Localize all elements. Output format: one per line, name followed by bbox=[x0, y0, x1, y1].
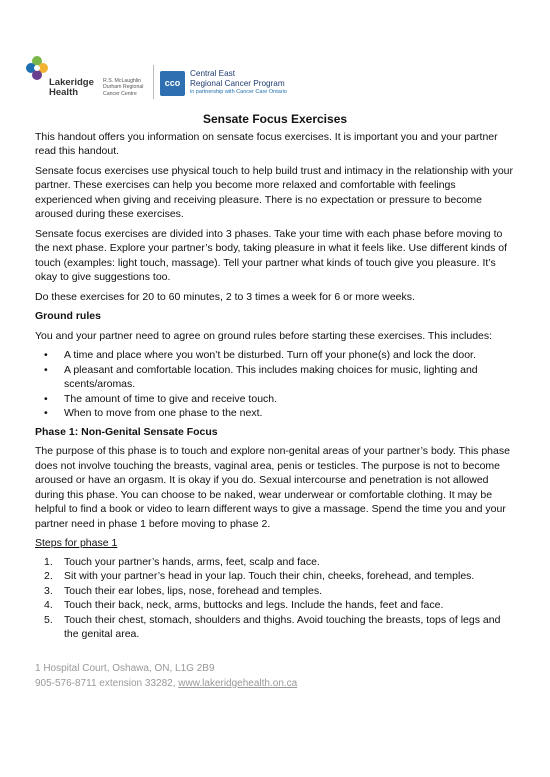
central-east-program-name: Central East Regional Cancer Program in partnership with Cancer Care Ontario bbox=[190, 69, 287, 95]
step-text: Touch their ear lobes, lips, nose, forehead and temples. bbox=[64, 584, 322, 597]
website-link[interactable]: www.lakeridgehealth.on.ca bbox=[178, 677, 298, 689]
step-text: Touch their chest, stomach, shoulders and thighs. Avoid touching the breasts, tops of legs and the genital area. bbox=[64, 613, 501, 640]
list-item bbox=[44, 598, 515, 613]
ground-rules-list bbox=[35, 348, 515, 421]
footer-contact bbox=[35, 677, 297, 692]
step-number: 4. bbox=[44, 599, 53, 611]
intro-paragraph: Sensate focus exercises use physical touch to help build trust and intimacy in the relationship with your partner. These exercises can help you become more relaxed and comfortable with feelings experienced when giving and receiving pleasure. There is no expectation or pressure to become aroused during these exercises. bbox=[35, 164, 514, 220]
step-number: 3. bbox=[44, 584, 53, 597]
intro-paragraph: Sensate focus exercises are divided into 3 phases. Take your time with each phase before moving to the next phase. Explore your partner’s body, taking pleasure in what it feels like. Use different kinds of touch (examples: light touch, massage). Tell your partner what kinds of touch give you pleasure. It’s okay to give suggestions too. bbox=[35, 227, 507, 283]
steps-list bbox=[35, 555, 515, 642]
ground-rules-intro: You and your partner need to agree on ground rules before starting these exercises. This includes: bbox=[35, 329, 493, 342]
list-item: • When to move from one phase to the next. bbox=[64, 406, 515, 421]
step-text: Touch your partner’s hands, arms, feet, scalp and face. bbox=[64, 555, 320, 568]
lakeridge-health-name: Lakeridge Health bbox=[49, 77, 94, 98]
step-text: Sit with your partner’s head in your lap. Touch their chin, cheeks, forehead, and temples. bbox=[64, 570, 475, 582]
ground-rules-heading: Ground rules bbox=[35, 310, 101, 322]
step-text: Touch their back, neck, arms, buttocks and legs. Include the hands, feet and face. bbox=[64, 599, 444, 611]
document-header bbox=[25, 55, 525, 105]
list-item bbox=[44, 584, 515, 599]
list-item bbox=[44, 555, 515, 570]
list-item: • A time and place where you won’t be disturbed. Turn off your phone(s) and lock the door. bbox=[64, 348, 515, 363]
rs-mclaughlin-name: R.S. McLaughlin Durham Regional Cancer Centre bbox=[103, 78, 144, 97]
phase1-paragraph: The purpose of this phase is to touch and explore non-genital areas of your partner’s body. This phase does not involve touching the breasts, vaginal area, penis or testicles. The purpose is not to become aroused or have an orgasm. It is okay if you do. Sexual intercourse and penetration is not allowed during this phase. You can choose to be naked, wear underwear or comfortable clothing. It may be helpful to find a book or video to learn different ways to give a massage. Spend the time you and your partner need in phase 1 before moving to phase 2. bbox=[35, 445, 510, 530]
page-footer bbox=[35, 662, 297, 691]
step-number: 5. bbox=[44, 613, 53, 626]
document-body bbox=[35, 112, 515, 642]
page-title: Sensate Focus Exercises bbox=[202, 112, 348, 126]
footer-address: 1 Hospital Court, Oshawa, ON, L1G 2B9 bbox=[35, 663, 215, 674]
footer-phone: 905-576-8711 extension 33282, bbox=[35, 677, 179, 689]
intro-paragraph: This handout offers you information on sensate focus exercises. It is important you and your partner read this handout. bbox=[35, 130, 498, 157]
steps-heading: Steps for phase 1 bbox=[35, 537, 118, 549]
list-item: • The amount of time to give and receive touch. bbox=[64, 392, 515, 407]
intro-paragraph: Do these exercises for 20 to 60 minutes, 2 to 3 times a week for 6 or more weeks. bbox=[35, 290, 415, 303]
step-number: 2. bbox=[44, 570, 53, 582]
cco-logo-icon: cco bbox=[160, 71, 185, 96]
list-item bbox=[44, 569, 515, 584]
list-item: • A pleasant and comfortable location. This includes making choices for music, lighting and scents/aromas. bbox=[64, 363, 515, 392]
step-number: 1. bbox=[44, 555, 53, 568]
phase1-heading: Phase 1: Non-Genital Sensate Focus bbox=[35, 425, 218, 438]
header-divider bbox=[153, 65, 154, 99]
list-item bbox=[44, 613, 515, 642]
